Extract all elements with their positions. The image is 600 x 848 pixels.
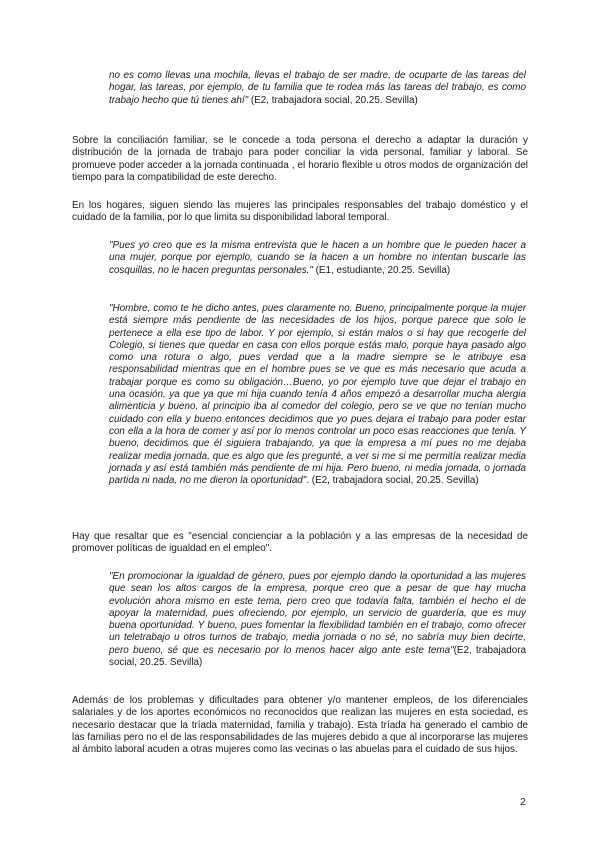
quote-text: no es como llevas una mochila, llevas el trabajo de ser madre, de ocuparte de las tareas del hogar, las tareas, por ejemplo, de tu familia que te rodea más las tareas del trabajo, es como trabajo hecho que tú tienes ahí" bbox=[109, 70, 526, 106]
interview-quote-1 bbox=[109, 70, 526, 107]
quote-source: (E2, trabajadora social, 20.25. Sevilla) bbox=[248, 94, 418, 106]
interview-quote-2 bbox=[109, 240, 526, 277]
paragraph-triad: Además de los problemas y dificultades para obtener y/o mantener empleos, de los diferenciales salariales y de los aportes económicos no reconocidos que realizan las mujeres en esta sociedad, es necesario destacar que la tríada maternidad, familia y trabajo). Esta tríada ha generado el cambio de las familias pero no el de las responsabilidades de las mujeres debido a que al incorporarse las mujeres al ámbito laboral acuden a otras mujeres como las vecinas o las abuelas para el cuidado de sus hijos. bbox=[72, 695, 528, 756]
quote-source: . (E2, trabajadora social, 20.25. Sevilla) bbox=[306, 475, 479, 487]
paragraph-conciliation: Sobre la conciliación familiar, se le concede a toda persona el derecho a adaptar la duración y distribución de la jornada de trabajo para poder conciliar la vida personal, familiar y laboral. Se promueve poder acceder a la jornada continuada , el horario flexible u otros modos de organización del tiempo para la compatibilidad de este derecho. bbox=[72, 135, 528, 183]
page-number: 2 bbox=[520, 796, 526, 808]
paragraph-awareness: Hay que resaltar que es "esencial concienciar a la población y a las empresas de la necesidad de promover políticas de igualdad en el empleo". bbox=[72, 531, 528, 555]
interview-quote-3 bbox=[109, 303, 526, 487]
quote-text: "En promocionar la igualdad de género, pues por ejemplo dando la oportunidad a las mujeres que sean los altos cargos de la empresa, porque creo que a pesar de que hay mucha evolución ahora mismo en este tema, pero creo que todavía falta, también el hecho el de apoyar la maternidad, pues ofreciendo, por ejemplo, un servicio de guardería, que es muy buena oportunidad. Y bueno, pues fomentar la flexibilidad también en el trabajo, como ofrecer un teletrabajo u otros turnos de trabajo, media jornada o no sé, no sabría muy bien decirte, pero bueno, sé que es necesario por lo menos hacer algo ante este tema" bbox=[109, 571, 526, 656]
quote-source: (E1, estudiante, 20.25. Sevilla) bbox=[312, 264, 451, 276]
quote-text: "Hombre, como te he dicho antes, pues claramente no. Bueno, principalmente porque la mujer está siempre más pendiente de las necesidades de los hijos, porque parece que solo le pertenece a ella ese tipo de labor. Y por ejemplo, si están malos o si hay que recogerle del Colegio, si tienes que quedar en casa con ellos porque estás malo, porque haya pasado algo como una rotura o algo, pues verdad que a la madre siempre se le atribuye esa responsabilidad mientras que en el hombre pues se ve que es más necesario que acuda a trabajar porque es como su obligación…Bueno, yo por ejemplo tuve que dejar el trabajo en una ocasión, ya que ya que mi hija cuando tenía 4 años empezó a desarrollar mucha alergia alimenticia y bueno, al principio iba al comedor del colegio, pero se ve que no tenían mucho cuidado con ella y bueno entonces decidimos que yo pues dejara el trabajo para poder estar con ella a la hora de comer y así por lo menos controlar un poco esas reacciones que tenía. Y bueno, decidimos que él siguiera trabajando, ya que la empresa a mí pues no me dejaba realizar media jornada, que es algo que les pregunté, a ver si me si me permitía realizar media jornada y así está también más pendiente de mi hija. Pero bueno, ni media jornada, o jornada partida ni nada, no me dieron la oportunidad" bbox=[109, 303, 526, 487]
quote-source: (E2, trabajadora social, 20.25. Sevilla) bbox=[109, 644, 526, 669]
quote-text: "Pues yo creo que es la misma entrevista que le hacen a un hombre que le pueden hacer a una mujer, porque por ejemplo, cuando se la hacen a un hombre no intentan buscarle las cosquillas, no le hacen preguntas personales." bbox=[109, 240, 526, 276]
interview-quote-4 bbox=[109, 571, 526, 669]
paragraph-households: En los hogares, siguen siendo las mujeres las principales responsables del trabajo doméstico y el cuidado de la familia, por lo que limita su disponibilidad laboral temporal. bbox=[72, 200, 528, 224]
